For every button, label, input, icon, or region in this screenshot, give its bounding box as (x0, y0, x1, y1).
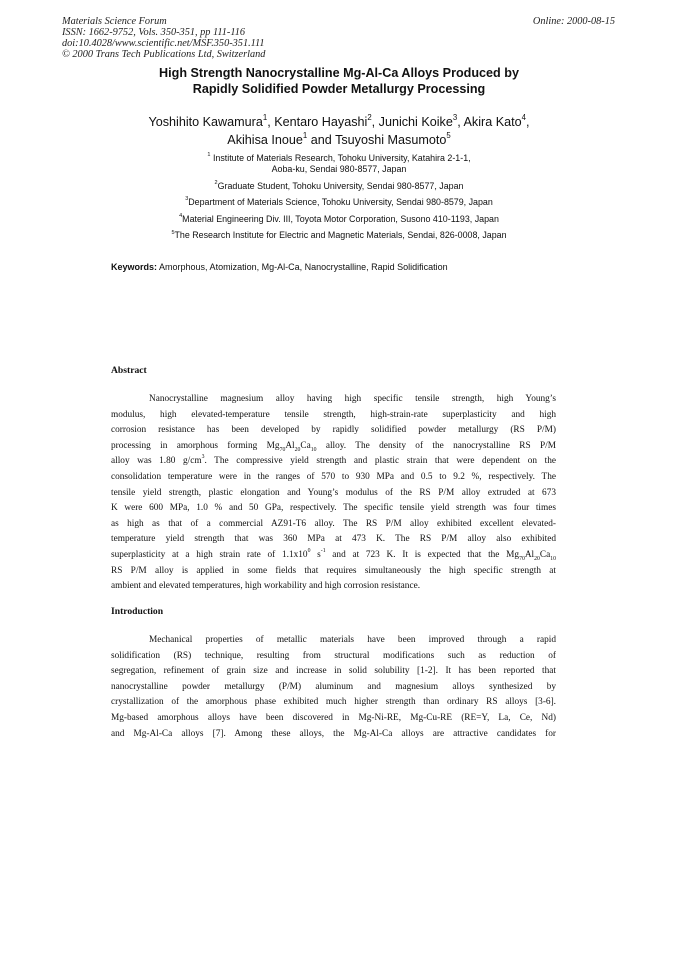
affiliation-3 (0, 197, 678, 208)
title-line-1: High Strength Nanocrystalline Mg-Al-Ca Alloys Produced by (159, 66, 519, 80)
keywords-label: Keywords: (111, 262, 158, 272)
superscript: 0 (307, 547, 311, 554)
authors-line-1: Yoshihito Kawamura$^1$, Kentaro Hayashi$^2$, Junichi Koike$^3$, Akira Kato$^4$, (148, 112, 530, 129)
abstract-line: K were 600 MPa, 1.0 % and 50 GPa, respectively. The specific tensile yield strength was four times (111, 503, 556, 514)
author-affil-mark: 2 (367, 112, 372, 122)
journal-header (62, 16, 265, 60)
abstract-line: ambient and elevated temperatures, high workability and high corrosion resistance. (111, 581, 421, 592)
text-run: Al (285, 440, 295, 451)
intro-line: Mechanical properties of metallic materials have been improved through a rapid (149, 635, 556, 645)
author-name: Akira Kato (463, 115, 522, 129)
intro-line: crystallization of the amorphous phase exhibited much higher strength than ordinary RS alloys [3-6]. (111, 697, 556, 708)
affiliation-text: Graduate Student, Tohoku University, Sendai 980-8577, Japan (217, 180, 464, 191)
affiliation-number: 5 (171, 229, 175, 236)
text-run: s (310, 549, 321, 560)
author-name: Kentaro Hayashi (274, 115, 368, 129)
journal-name: Materials Science Forum (62, 16, 167, 27)
abstract-body (111, 392, 556, 595)
paper-title (0, 66, 678, 97)
author-affil-mark: 3 (452, 112, 458, 122)
affiliation-4 (0, 214, 678, 225)
affiliation-number: 1 (207, 152, 211, 159)
text-run: alloy. The density of the nanocrystalline RS P/M (316, 440, 556, 451)
affiliation-list (0, 153, 678, 247)
affiliation-number: 3 (185, 196, 189, 203)
affiliation-text: Aoba-ku, Sendai 980-8577, Japan (271, 164, 407, 174)
text-run: superplasticity at a high strain rate of 1.1x10 (111, 549, 308, 560)
affiliation-text: Institute of Materials Research, Tohoku University, Katahira 2-1-1, (212, 153, 471, 163)
subscript: 10 (550, 555, 556, 562)
subscript: 10 (310, 446, 317, 453)
abstract-line: RS P/M alloy is applied in some fields that requires simultaneously the high specific strength at (111, 565, 556, 576)
text-run: Al (524, 549, 535, 560)
keywords-line (111, 262, 448, 272)
text-run: Ca (300, 440, 311, 451)
affiliation-1 (0, 153, 678, 175)
online-date: Online: 2000-08-15 (532, 16, 615, 27)
affiliation-text: The Research Institute for Electric and Magnetic Materials, Sendai, 826-0008, Japan (174, 230, 507, 241)
intro-line: solidification (RS) technique, resulting from structural modifications such as reduction of (111, 650, 556, 661)
subscript: 20 (534, 555, 540, 562)
issn-line: ISSN: 1662-9752, Vols. 350-351, pp 111-116 (62, 27, 246, 39)
text-run: and at 723 K. It is expected that the Mg (325, 549, 520, 560)
affiliation-text: Material Engineering Div. III, Toyota Motor Corporation, Susono 410-1193, Japan (182, 213, 499, 224)
abstract-line: modulus, high elevated-temperature tensile strength, high-strain-rate superplasticity and high (111, 409, 556, 420)
superscript: 3 (201, 454, 205, 461)
author-name: Tsuyoshi Masumoto (335, 133, 447, 147)
author-affil-mark: 5 (446, 130, 451, 140)
authors-line-2 (0, 131, 678, 149)
affiliation-number: 4 (179, 213, 183, 219)
abstract-line (111, 439, 556, 455)
abstract-line: tensile yield strength, plastic elongation and Young’s modulus of the RS P/M alloy extruded at 673 (111, 487, 556, 498)
author-name: Junichi Koike (378, 115, 453, 129)
introduction-body (111, 633, 556, 742)
author-list (0, 113, 678, 149)
author-affil-mark: 1 (302, 130, 308, 140)
intro-line: Mg-based amorphous alloys have been discovered in Mg-Ni-RE, Mg-Cu-RE (RE=Y, La, Ce, Nd) (111, 712, 556, 723)
abstract-line (111, 454, 556, 470)
abstract-line: temperature yield strength that was 360 MPa at 473 K. The RS P/M alloy also exhibited (111, 534, 556, 545)
subscript: 20 (294, 446, 301, 453)
abstract-line: Nanocrystalline magnesium alloy having high specific tensile strength, high Young’s (149, 394, 556, 404)
title-line-2: Rapidly Solidified Powder Metallurgy Processing (192, 81, 486, 96)
intro-line: segregation, refinement of grain size and increase in solid solubility [1-2]. It has been reported that (111, 666, 556, 677)
subscript: 70 (519, 555, 525, 562)
abstract-line: consolidation temperature were in the ranges of 570 to 930 MPa and 0.5 to 9.2 %, respectively. The (111, 471, 556, 482)
text-run: alloy was 1.80 g/cm (111, 456, 202, 467)
superscript: -1 (320, 547, 326, 554)
abstract-line: as high as that of a commercial AZ91-T6 alloy. The RS P/M alloy exhibited excellent elevated- (111, 518, 556, 529)
affiliation-2 (0, 181, 678, 192)
subscript: 70 (279, 446, 286, 453)
text-run: Ca (539, 549, 551, 560)
copyright-line: © 2000 Trans Tech Publications Ltd, Switzerland (62, 49, 266, 61)
affiliation-5 (0, 230, 678, 241)
keywords-text: Amorphous, Atomization, Mg-Al-Ca, Nanocrystalline, Rapid Solidification (159, 262, 448, 272)
author-name: Yoshihito Kawamura (148, 115, 263, 129)
doi-line: doi:10.4028/www.scientific.net/MSF.350-351.111 (62, 38, 265, 50)
author-affil-mark: 1 (262, 112, 268, 122)
text-run: processing in amorphous forming Mg (111, 440, 280, 451)
abstract-line: corrosion resistance has been developed by rapidly solidified powder metallurgy (RS P/M) (111, 425, 556, 436)
introduction-heading: Introduction (111, 606, 164, 617)
author-conjunction: and (310, 133, 332, 147)
intro-line: nanocrystalline powder metallurgy (P/M) aluminum and magnesium alloys synthesized by (111, 681, 556, 692)
affiliation-number: 2 (214, 179, 218, 186)
intro-line: and Mg-Al-Ca alloys [7]. Among these alloys, the Mg-Al-Ca alloys are attractive candidates for (111, 728, 556, 739)
abstract-line (111, 548, 556, 564)
abstract-heading: Abstract (111, 365, 147, 376)
author-name: Akihisa Inoue (227, 133, 303, 147)
author-affil-mark: 4 (521, 112, 526, 122)
affiliation-text: Department of Materials Science, Tohoku University, Sendai 980-8579, Japan (188, 197, 493, 208)
text-run: . The compressive yield strength and plastic strain that were dependent on the (204, 456, 556, 467)
